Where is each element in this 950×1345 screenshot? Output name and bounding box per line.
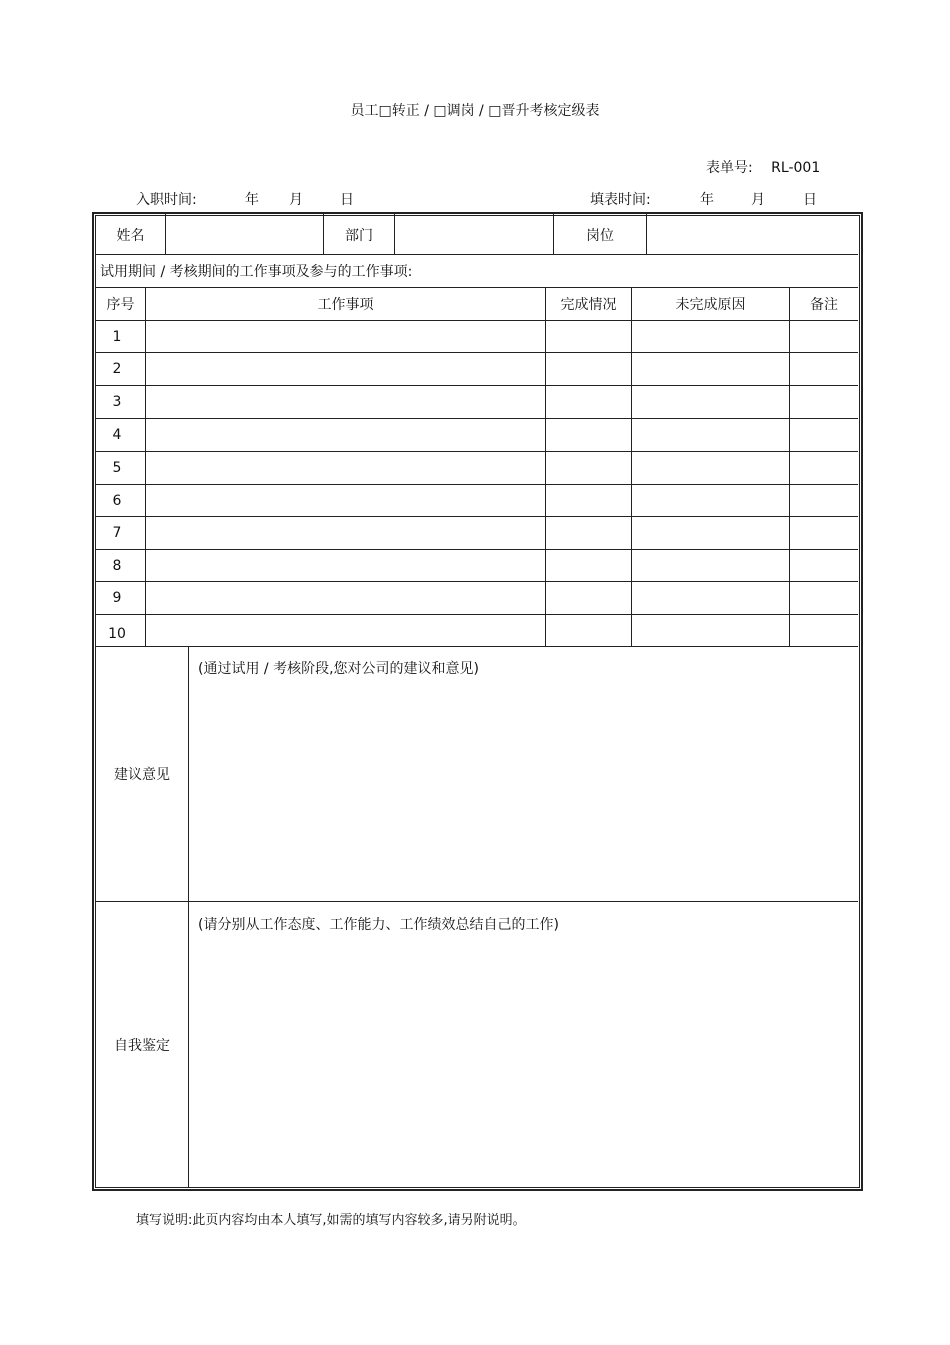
row-number: 9 xyxy=(112,590,122,606)
position-label: 岗位 xyxy=(586,227,614,244)
row-divider xyxy=(96,352,858,353)
row-number: 4 xyxy=(112,427,122,443)
fill-date-day: 日 xyxy=(803,192,817,208)
entry-date-month: 月 xyxy=(289,192,303,208)
fill-date-month: 月 xyxy=(751,192,765,208)
col-divider xyxy=(789,287,790,646)
self-assessment-field[interactable] xyxy=(189,936,858,1186)
row-number: 5 xyxy=(112,460,122,476)
column-header-item: 工作事项 xyxy=(317,297,374,313)
row-divider xyxy=(96,646,858,647)
entry-date-label: 入职时间: xyxy=(136,192,197,208)
row-number: 6 xyxy=(112,493,122,509)
col-divider xyxy=(631,287,632,646)
row-divider xyxy=(96,484,858,485)
col-divider xyxy=(145,287,146,646)
column-header-reason: 未完成原因 xyxy=(675,297,746,313)
entry-date-year: 年 xyxy=(245,192,259,208)
row-number: 1 xyxy=(112,329,122,345)
suggestions-hint: (通过试用 / 考核阶段,您对公司的建议和意见) xyxy=(198,661,479,677)
form-number-label: 表单号: xyxy=(706,160,753,176)
work-section-label: 试用期间 / 考核期间的工作事项及参与的工作事项: xyxy=(100,264,413,280)
department-label: 部门 xyxy=(345,227,373,244)
self-assessment-hint: (请分别从工作态度、工作能力、工作绩效总结自己的工作) xyxy=(198,917,559,933)
row-divider xyxy=(96,385,858,386)
row-divider xyxy=(96,581,858,582)
row-number: 3 xyxy=(112,394,122,410)
row-number: 10 xyxy=(108,626,126,642)
fill-date-label: 填表时间: xyxy=(590,192,651,208)
position-field[interactable] xyxy=(647,215,858,254)
row-number: 7 xyxy=(112,525,122,541)
suggestions-label: 建议意见 xyxy=(114,767,170,783)
row-divider xyxy=(96,418,858,419)
row-divider xyxy=(96,549,858,550)
department-field[interactable] xyxy=(395,215,553,254)
form-number-code: RL-001 xyxy=(771,160,821,176)
form-number xyxy=(706,157,820,177)
footer-note: 填写说明:此页内容均由本人填写,如需的填写内容较多,请另附说明。 xyxy=(136,1213,526,1228)
column-header-remark: 备注 xyxy=(810,297,838,313)
form-title: 员工□转正 / □调岗 / □晋升考核定级表 xyxy=(350,103,600,119)
name-label: 姓名 xyxy=(116,227,145,244)
row-divider xyxy=(96,320,858,321)
row-divider xyxy=(96,451,858,452)
entry-date-day: 日 xyxy=(340,192,354,208)
fill-date-year: 年 xyxy=(700,192,714,208)
column-header-status: 完成情况 xyxy=(560,297,617,313)
self-assessment-label: 自我鉴定 xyxy=(114,1037,170,1054)
suggestions-field[interactable] xyxy=(189,680,858,900)
row-divider xyxy=(96,516,858,517)
row-divider xyxy=(96,901,858,902)
row-number: 8 xyxy=(112,558,122,574)
col-divider xyxy=(545,287,546,646)
name-field[interactable] xyxy=(166,215,323,254)
row-number: 2 xyxy=(112,361,122,377)
row-divider xyxy=(96,614,858,615)
column-header-no: 序号 xyxy=(106,297,135,313)
